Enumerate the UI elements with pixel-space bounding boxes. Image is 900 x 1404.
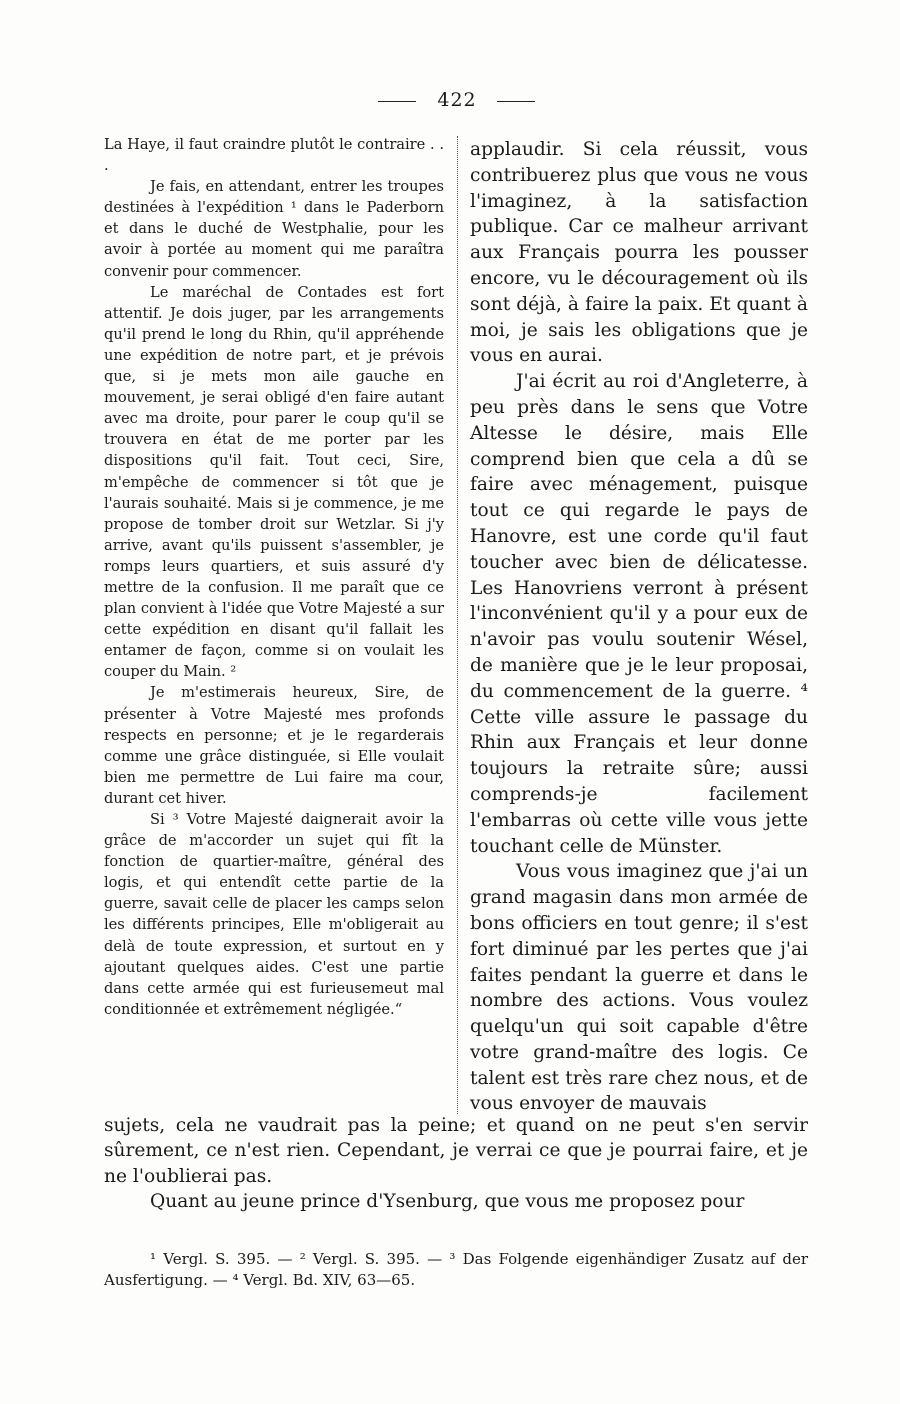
footnotes — [104, 1249, 808, 1291]
column-divider — [457, 136, 458, 1114]
right-paragraph-2: J'ai écrit au roi d'Angleterre, à peu près dans le sens que Votre Altesse le désire, mais Elle comprend bien que cela a dû se faire avec ménagement, puisque tout ce qui regarde le pays de Hanovre, est une corde qu'il faut toucher avec bien de délicatesse. Les Hanovriens verront à présent l'inconvénient qu'il y a pour eux de n'avoir pas voulu soutenir Wésel, de manière que je le leur proposai, du commencement de la guerre. ⁴ Cette ville assure le passage du Rhin aux Français et leur donne toujours la retraite sûre; aussi comprends-je facilement l'embarras où cette ville vous jette touchant celle de Münster. — [470, 371, 808, 857]
footnotes-text: ¹ Vergl. S. 395. — ² Vergl. S. 395. — ³ Das Folgende eigenhändiger Zusatz auf der Ausfertigung. — ⁴ Vergl. Bd. XIV, 63—65. — [104, 1250, 808, 1289]
left-paragraph-3: Le maréchal de Contades est fort attentif. Je dois juger, par les arrangements qu'il prend le long du Rhin, qu'il appréhende une expédition de notre part, et je prévois que, si je mets mon aile gauche en mouvement, je serai obligé d'en faire autant avec ma droite, pour parer le coup qu'il se trouvera en état de me porter par les dispositions qu'il fait. Tout ceci, Sire, m'empêche de commencer si tôt que je l'aurais souhaité. Mais si je commence, je me propose de tomber droit sur Wetzlar. Si j'y arrive, avant qu'ils puissent s'assembler, je romps leurs quartiers, et suis assuré d'y mettre de la confusion. Il me paraît que ce plan convient à l'idée que Votre Majesté a sur cette expédition en disant qu'il fallait les entamer de façon, comme si on voulait les couper du Main. ² — [104, 283, 444, 681]
page-number: 422 — [437, 89, 477, 111]
bottom-paragraph-1: sujets, cela ne vaudrait pas la peine; et quand on ne peut s'en servir sûrement, ce n'est rien. Cependant, je verrai ce que je pourrai faire, et je ne l'oublierai pas. — [104, 1115, 808, 1187]
header-rule-right — [497, 101, 535, 102]
left-paragraph-2: Je fais, en attendant, entrer les troupes destinées à l'expédition ¹ dans le Paderborn et dans le duché de Westphalie, pour les avoir à portée au moment qui me paraîtra convenir pour commencer. — [104, 178, 444, 280]
left-paragraph-1: La Haye, il faut craindre plutôt le contraire . . . — [104, 136, 444, 175]
left-column — [104, 134, 444, 1020]
right-column — [470, 137, 808, 1117]
bottom-paragraph-2: Quant au jeune prince d'Ysenburg, que vous me proposez pour — [150, 1191, 745, 1213]
right-paragraph-1: applaudir. Si cela réussit, vous contribuerez plus que vous ne vous l'imaginez, à la satisfaction publique. Car ce malheur arrivant aux Français pourra les pousser encore, vu le découragement où ils sont déjà, à faire la paix. Et quant à moi, je sais les obligations que je vous en aurai. — [470, 139, 808, 367]
header-rule-left — [378, 101, 416, 102]
left-paragraph-5: Si ³ Votre Majesté daignerait avoir la grâce de m'accorder un sujet qui fît la fonction de quartier-maître, général des logis, et qui entendît cette partie de la guerre, savait celle de placer les camps selon les différents principes, Elle m'obligerait au delà de toute expression, et surtout en y ajoutant quelques aides. C'est une partie dans cette armée qui est furieusemeut mal conditionnée et extrêmement négligée.“ — [104, 811, 444, 1018]
left-paragraph-4: Je m'estimerais heureux, Sire, de présenter à Votre Majesté mes profonds respects en personne; et je le regarderais comme une grâce distinguée, si Elle voulait bien me permettre de Lui faire ma cour, durant cet hiver. — [104, 684, 444, 807]
bottom-text — [104, 1113, 808, 1215]
right-paragraph-3: Vous vous imaginez que j'ai un grand magasin dans mon armée de bons officiers en tout genre; il s'est fort diminué par les pertes que j'ai faites pendant la guerre et dans le nombre des actions. Vous voulez quelqu'un qui soit capable d'être votre grand-maître des logis. Ce talent est très rare chez nous, et de vous envoyer de mauvais — [470, 861, 808, 1115]
